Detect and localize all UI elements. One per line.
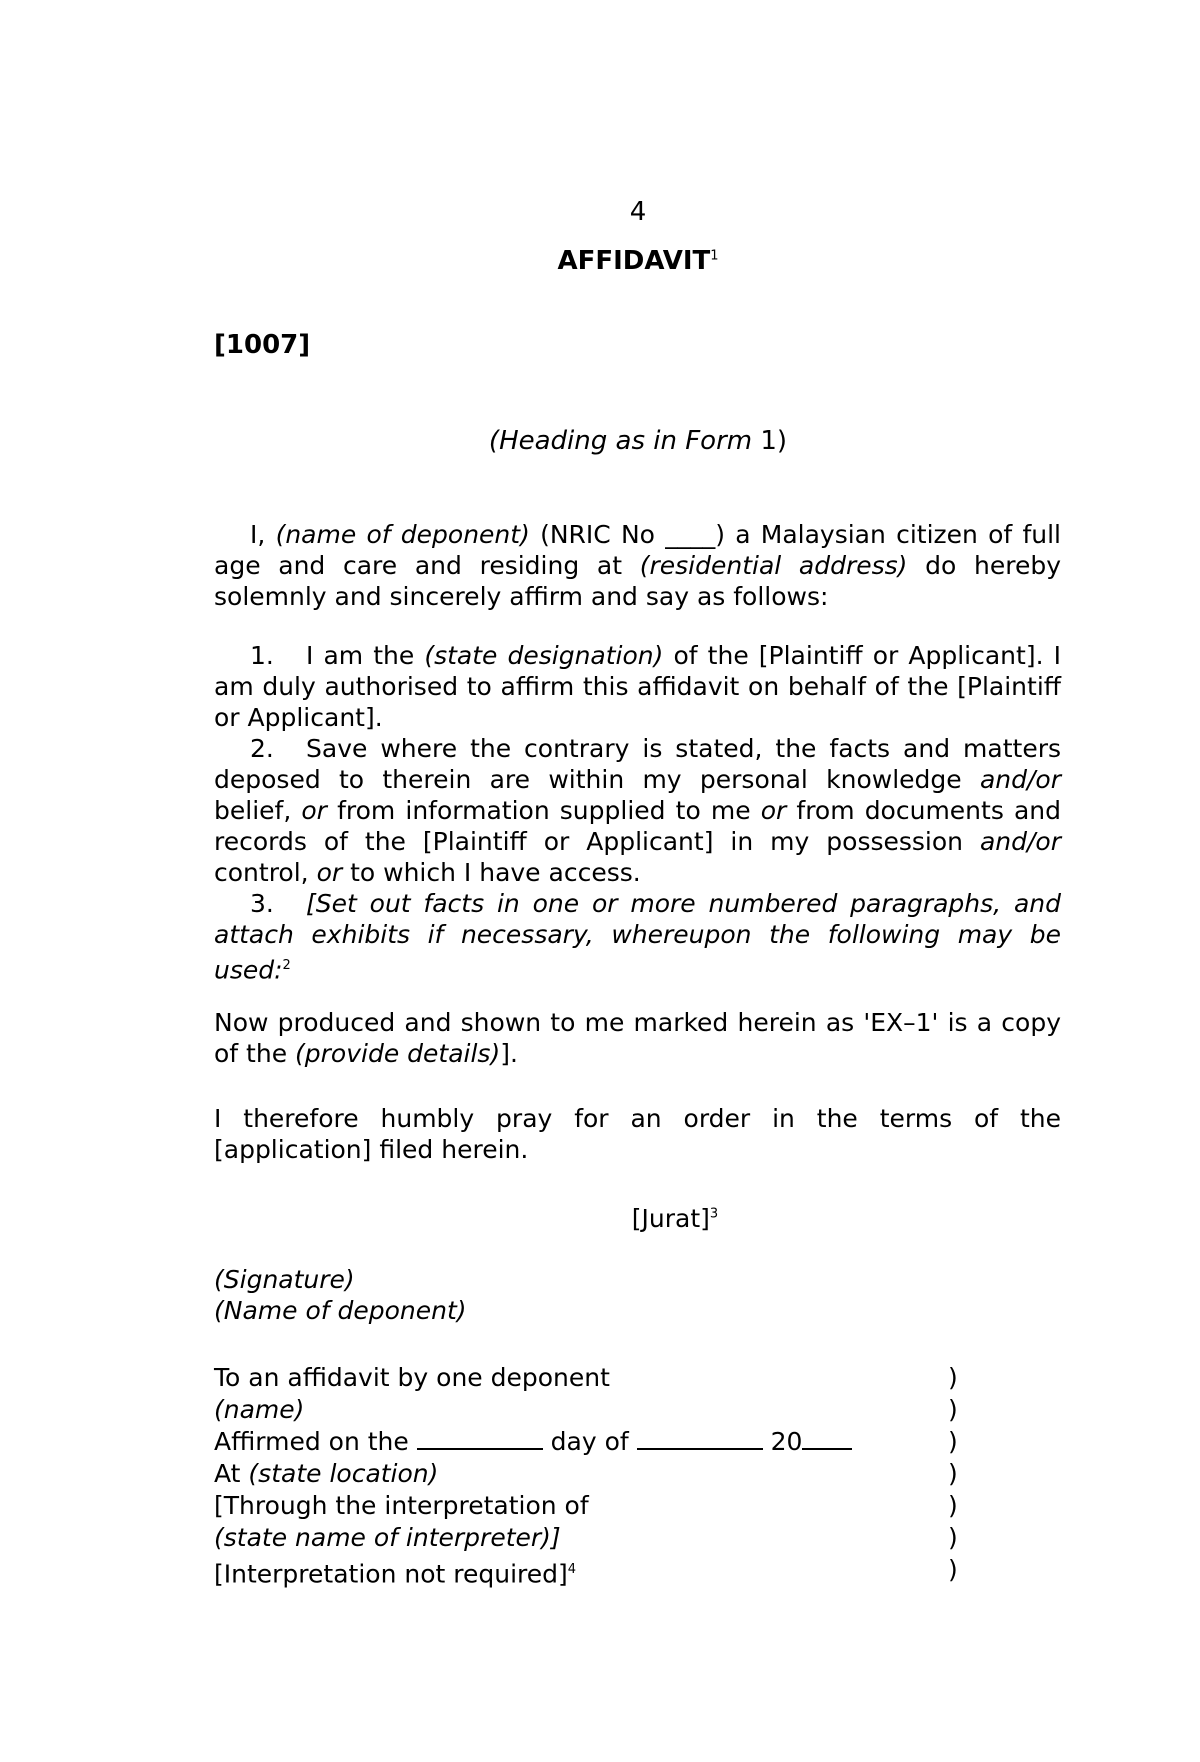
intro-p5: do hereby solemnly and sincerely affirm and say as follows:: [214, 551, 1061, 611]
jurat-row-location: [214, 1458, 964, 1490]
not-required-footnote: 4: [567, 1562, 577, 1577]
jurat-row-interpretation: [214, 1490, 964, 1522]
intro-p4: (residential address): [639, 551, 908, 580]
prayer-paragraph: [214, 1103, 1061, 1165]
month-blank: [637, 1428, 763, 1450]
paragraph-2-text-k: to which I have access.: [342, 858, 641, 887]
interpreter-placeholder: (state name of interpreter)]: [214, 1523, 561, 1552]
bracket-mark: ): [948, 1491, 958, 1520]
heading-rest: 1): [752, 426, 788, 456]
title-text: AFFIDAVIT: [557, 246, 711, 276]
jurat-row-date: [214, 1426, 964, 1458]
year-blank: [802, 1428, 852, 1450]
paragraph-3: [214, 888, 1061, 985]
jurat-row-1-text: To an affidavit by one deponent: [214, 1363, 610, 1392]
paragraph-2-text-c: belief,: [214, 796, 302, 825]
paragraph-2-text-a: Save where the contrary is stated, the facts and matters deposed to therein are within my personal knowledge: [214, 734, 1061, 794]
jurat-row-deponent: [214, 1362, 964, 1394]
jurat-table: [214, 1362, 964, 1589]
jurat-row-name: [214, 1394, 964, 1426]
paragraph-2-text-b: and/or: [979, 765, 1061, 794]
bracket-mark: ): [948, 1523, 958, 1552]
jurat-row-interpreter: [214, 1522, 964, 1554]
paragraph-1-text-a: I am the: [306, 641, 425, 670]
paragraph-2-text-e: from information supplied to me: [326, 796, 761, 825]
jurat-row-not-required: [214, 1554, 964, 1589]
day-of-label: day of: [542, 1427, 637, 1456]
paragraph-2-text-d: or: [301, 796, 327, 825]
document-title: [0, 246, 1200, 276]
location-placeholder: (state location): [248, 1459, 439, 1488]
bracket-mark: ): [948, 1395, 958, 1424]
heading-italic: (Heading as in Form: [488, 426, 753, 456]
paragraph-3-text: [Set out facts in one or more numbered paragraphs, and attach exhibits if necessary, whereupon the following may be used:: [214, 889, 1061, 985]
signature-block: [214, 1264, 467, 1326]
page-number: 4: [629, 197, 647, 227]
paragraph-2-text-f: or: [760, 796, 787, 825]
bracket-mark: ): [948, 1555, 958, 1584]
form-reference: [1007]: [214, 330, 311, 360]
jurat-label: [Jurat]: [631, 1204, 710, 1233]
numbered-paragraphs: [214, 640, 1061, 985]
paragraph-1-number: 1.: [250, 641, 274, 670]
paragraph-1-text-c: of the [Plaintiff or Applicant]. I am duly authorised to affirm this affidavit on behalf of the [Plaintiff or Applicant].: [214, 641, 1061, 732]
paragraph-2-number: 2.: [250, 734, 274, 763]
paragraph-1: [214, 640, 1061, 733]
at-label: At: [214, 1459, 249, 1488]
signature-line: (Signature): [214, 1265, 355, 1294]
deponent-name-line: (Name of deponent): [214, 1296, 467, 1325]
bracket-mark: ): [948, 1363, 958, 1392]
exhibit-text-b: (provide details): [295, 1039, 501, 1068]
paragraph-2-text-j: or: [316, 858, 343, 887]
paragraph-3-footnote: 2: [282, 958, 291, 973]
jurat-footnote: 3: [709, 1206, 719, 1222]
bracket-mark: ): [948, 1427, 958, 1456]
jurat-row-2-text: (name): [214, 1395, 305, 1424]
intro-p1: I,: [250, 520, 276, 549]
bracket-mark: ): [948, 1459, 958, 1488]
paragraph-2: [214, 733, 1061, 888]
exhibit-text-c: ].: [500, 1039, 518, 1068]
prayer-text: I therefore humbly pray for an order in the terms of the [application] filed herein.: [214, 1104, 1061, 1164]
paragraph-1-text-b: (state designation): [424, 641, 664, 670]
paragraph-2-text-g: from documents and records of the [Plaintiff or Applicant] in my possession: [214, 796, 1061, 856]
interpretation-label: [Through the interpretation of: [214, 1491, 589, 1520]
year-prefix: 20: [762, 1427, 803, 1456]
affirmed-on-label: Affirmed on the: [214, 1427, 417, 1456]
not-required-label: [Interpretation not required]: [214, 1559, 568, 1589]
jurat-heading: [0, 1204, 1200, 1233]
paragraph-2-text-h: and/or: [979, 827, 1061, 856]
intro-p3: (NRIC No ____) a Malaysian citizen of full age and care and residing at: [214, 520, 1061, 580]
day-blank: [417, 1428, 543, 1450]
paragraph-3-number: 3.: [250, 889, 274, 918]
exhibit-text-a: Now produced and shown to me marked herein as 'EX–1' is a copy of the: [214, 1008, 1061, 1068]
paragraph-2-text-i: control,: [214, 858, 317, 887]
intro-paragraph: [214, 519, 1061, 612]
title-footnote: 1: [710, 248, 719, 264]
heading-note: [0, 426, 1200, 456]
exhibit-paragraph: [214, 1007, 1061, 1069]
intro-p2: (name of deponent): [275, 520, 530, 549]
